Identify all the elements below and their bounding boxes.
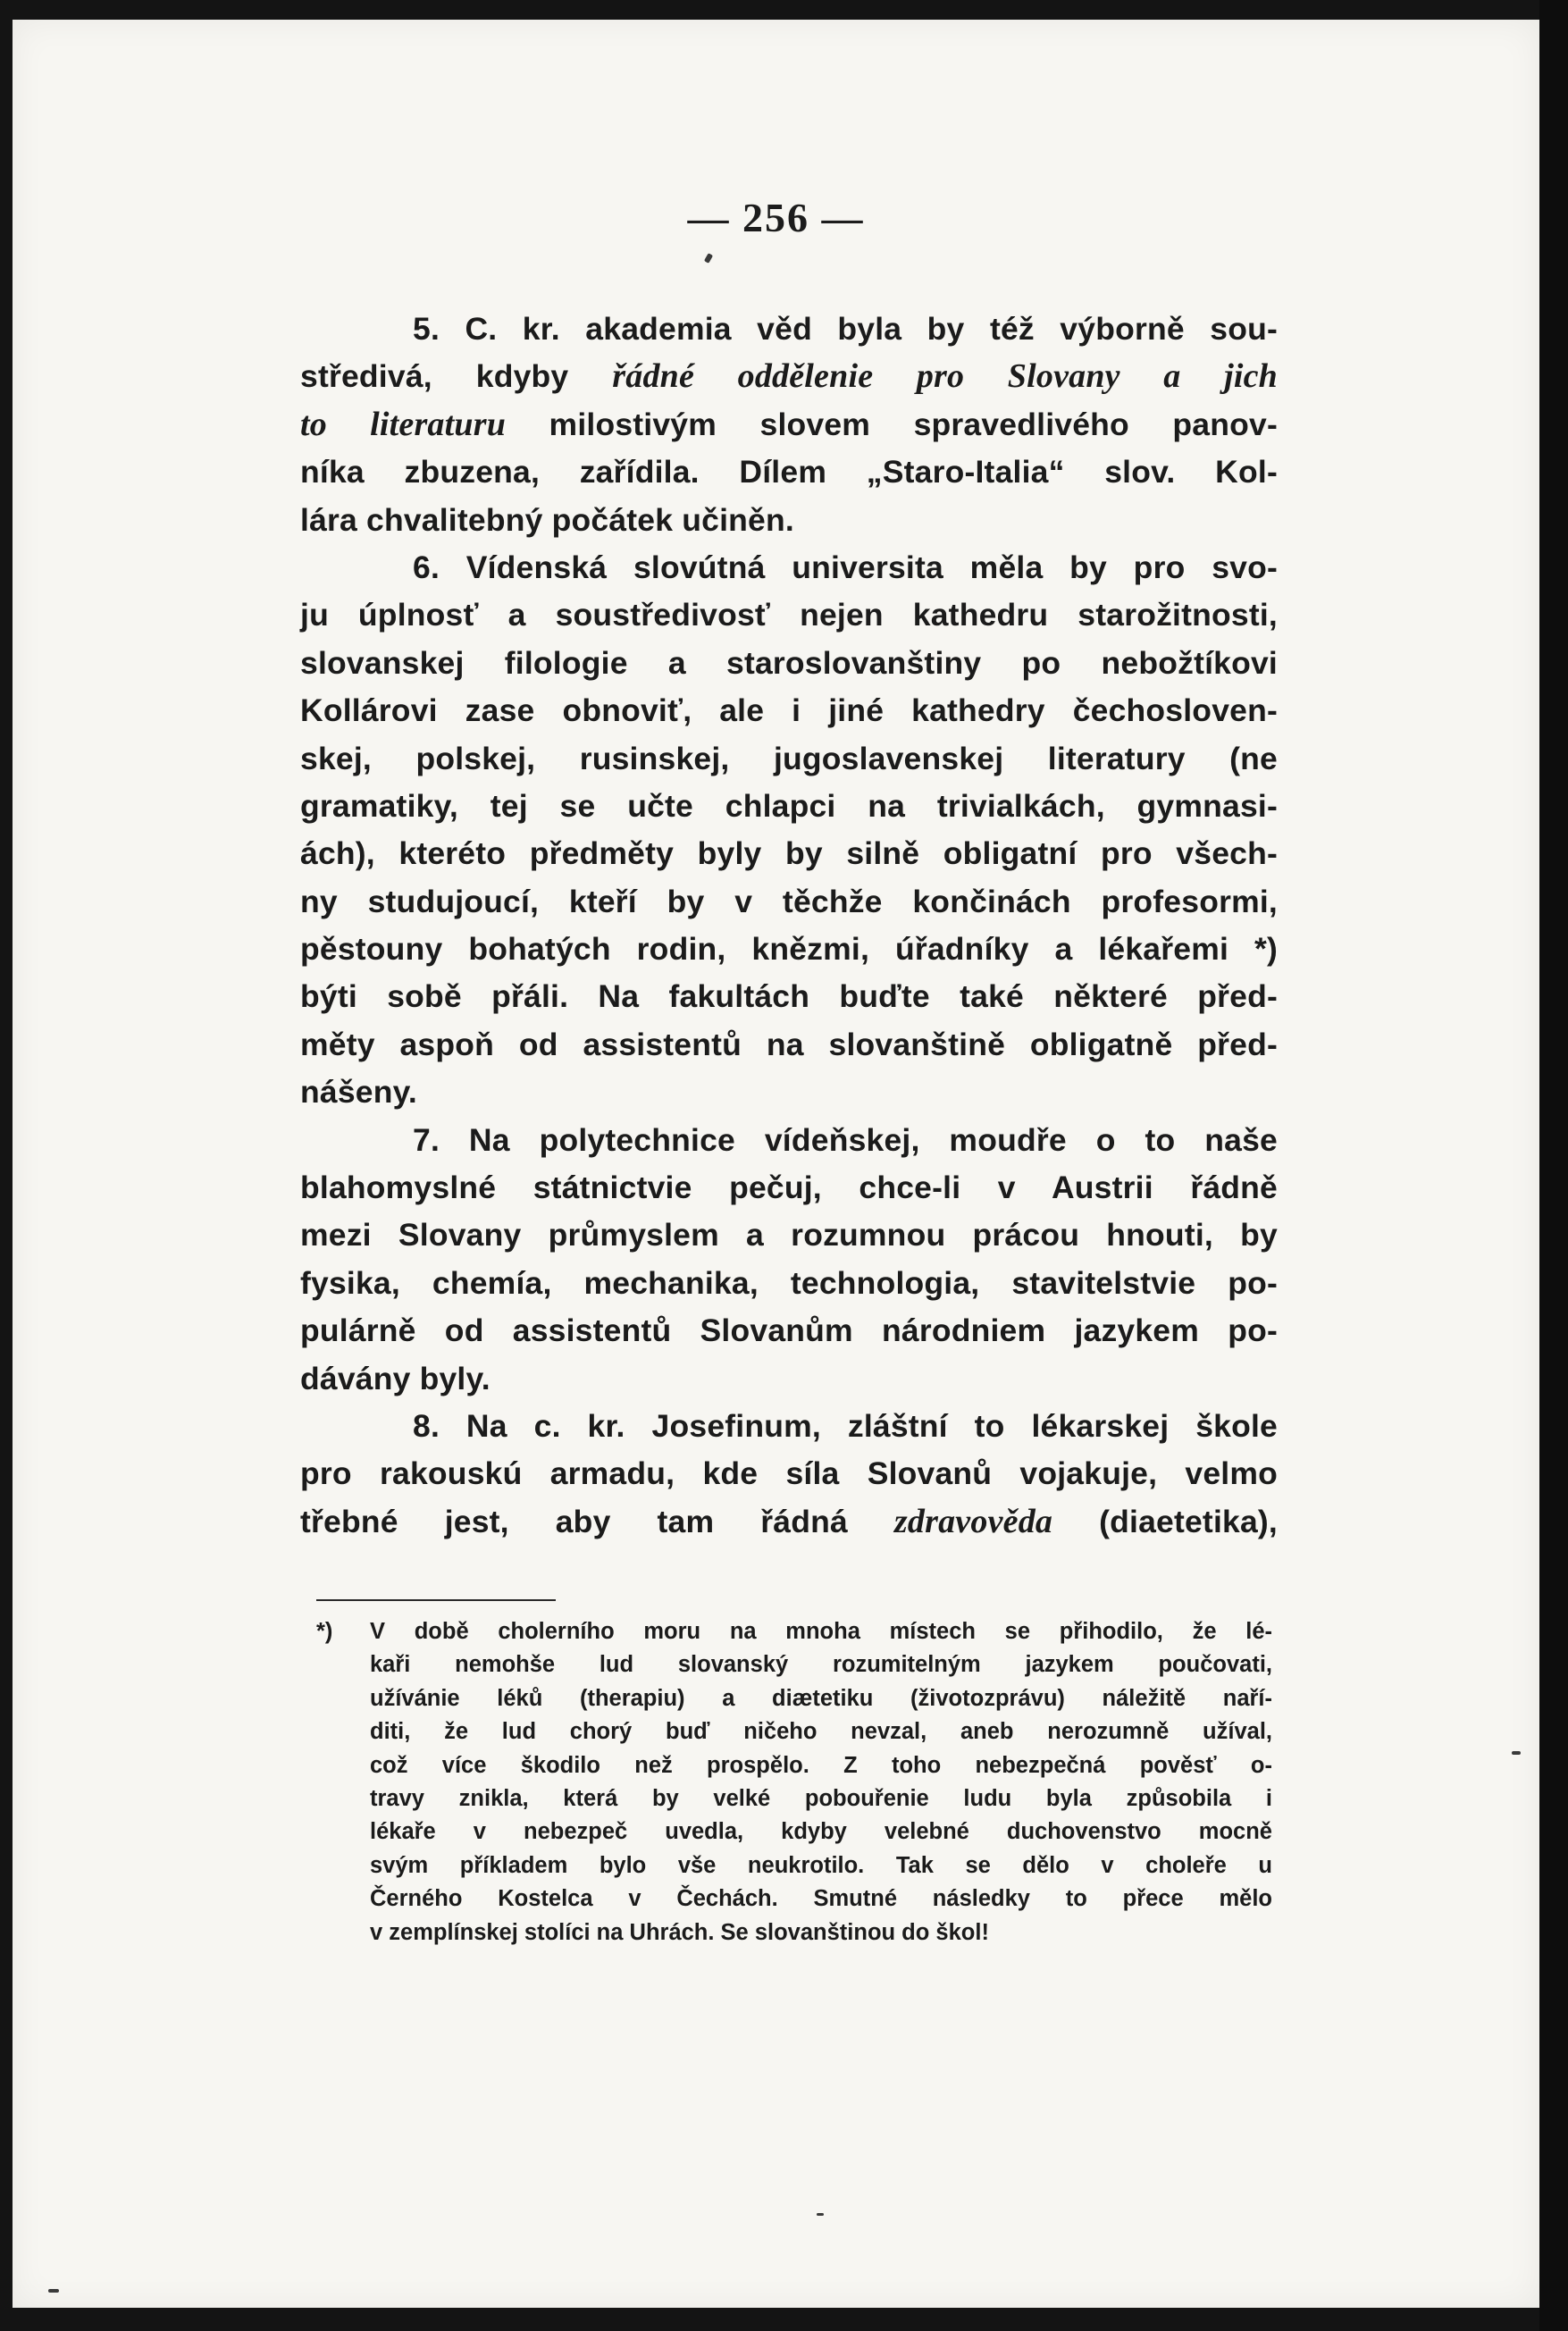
italic-phrase: řádné oddělenie pro Slovany a jich: [612, 357, 1278, 396]
footnote-line: diti, že lud chorý buď ničeho nevzal, aneb nerozumně užíval,: [370, 1719, 1272, 1745]
scan-speck: [817, 2213, 824, 2216]
text-line: skej, polskej, rusinskej, jugoslavenskej literatury (ne: [300, 740, 1278, 776]
text-line: 7. Na polytechnice vídeňskej, moudře o to naše: [413, 1121, 1278, 1158]
scan-speck: [48, 2289, 59, 2293]
text-line: třebné jest, aby tam řádná zdravověda (diaetetika),: [300, 1502, 1278, 1540]
text-line: 5. C. kr. akademia věd byla by též výborně sou-: [413, 311, 1278, 347]
footnote-line: což více škodilo než prospělo. Z toho nebezpečná pověsť o-: [370, 1752, 1272, 1778]
text-line: ny studujoucí, kteří by v těchže končinách profesormi,: [300, 883, 1278, 919]
text-line: blahomyslné státnictvie pečuj, chce-li v Austrii řádně: [300, 1170, 1278, 1206]
footnote: [316, 1615, 1272, 1949]
text-line: měty aspoň od assistentů na slovanštině obligatně před-: [300, 1026, 1278, 1062]
footnote-line: lékaře v nebezpeč uvedla, kdyby velebné duchovenstvo mocně: [370, 1819, 1272, 1845]
body-text: [300, 306, 1278, 1546]
text-line: nášeny.: [300, 1074, 417, 1111]
text-line: gramatiky, tej se učte chlapci na trivialkách, gymnasi-: [300, 787, 1278, 824]
text-line: středivá, kdyby řádné oddělenie pro Slovany a jich: [300, 357, 1278, 396]
footnote-marker: *): [316, 1619, 333, 1644]
footnote-line: svým příkladem bylo vše neukrotilo. Tak se dělo v choleře u: [370, 1852, 1272, 1878]
footnote-line: [316, 1615, 1272, 1648]
text-line: 8. Na c. kr. Josefinum, zláštní to lékarskej škole: [413, 1407, 1278, 1444]
text-line: 6. Vídenská slovútná universita měla by pro svo-: [413, 549, 1278, 585]
text-line: ju úplnosť a soustředivosť nejen kathedru starožitnosti,: [300, 597, 1278, 633]
text-line: pro rakouskú armadu, kde síla Slovanů vojakuje, velmo: [300, 1455, 1278, 1492]
text-line: lára chvalitebný počátek učiněn.: [300, 501, 794, 538]
text-line: níka zbuzena, zařídila. Dílem „Staro-Italia“ slov. Kol-: [300, 454, 1278, 491]
footnote-line: travy znikla, která by velké pobouřenie ludu byla způsobila i: [370, 1785, 1272, 1811]
page-number: — 256 —: [687, 195, 865, 240]
text-line: ách), kteréto předměty byly by silně obligatní pro všech-: [300, 835, 1278, 872]
text-line: to literaturu milostivým slovem spravedlivého panov-: [300, 405, 1278, 443]
footnote-divider: [316, 1599, 556, 1601]
scan-speck: [704, 253, 713, 264]
text-line: slovanskej filologie a staroslovanštiny po nebožtíkovi: [300, 644, 1278, 681]
text-line: mezi Slovany průmyslem a rozumnou prácou hnouti, by: [300, 1217, 1278, 1254]
italic-phrase: zdravověda: [893, 1502, 1053, 1540]
scan-speck: [1512, 1751, 1521, 1755]
footnote-line: Černého Kostelca v Čechách. Smutné následky to přece mělo: [370, 1886, 1272, 1912]
text-line: pěstouny bohatých rodin, knězmi, úřadníky a lékařemi *): [300, 931, 1278, 968]
footnote-line: užívánie léků (therapiu) a diætetiku (životozprávu) náležitě naří-: [370, 1685, 1272, 1711]
footnote-line: v zemplínskej stolíci na Uhrách. Se slovanštinou do škol!: [370, 1919, 989, 1945]
footnote-text: V době cholerního moru na mnoha místech se přihodilo, že lé-: [370, 1619, 1272, 1644]
text-line: pulárně od assistentů Slovanům národniem jazykem po-: [300, 1312, 1278, 1349]
scan-border: [1539, 0, 1568, 2331]
footnote-line: kaři nemohše lud slovanský rozumitelným jazykem poučovati,: [370, 1652, 1272, 1678]
text-line: fysika, chemía, mechanika, technologia, stavitelstvie po-: [300, 1264, 1278, 1301]
paper-sheet: [13, 20, 1539, 2308]
text-line: býti sobě přáli. Na fakultách buďte také některé před-: [300, 978, 1278, 1015]
text-line: dávány byly.: [300, 1360, 491, 1396]
italic-phrase: to literaturu: [300, 405, 507, 443]
text-line: Kollárovi zase obnoviť, ale i jiné kathedry čechosloven-: [300, 692, 1278, 729]
